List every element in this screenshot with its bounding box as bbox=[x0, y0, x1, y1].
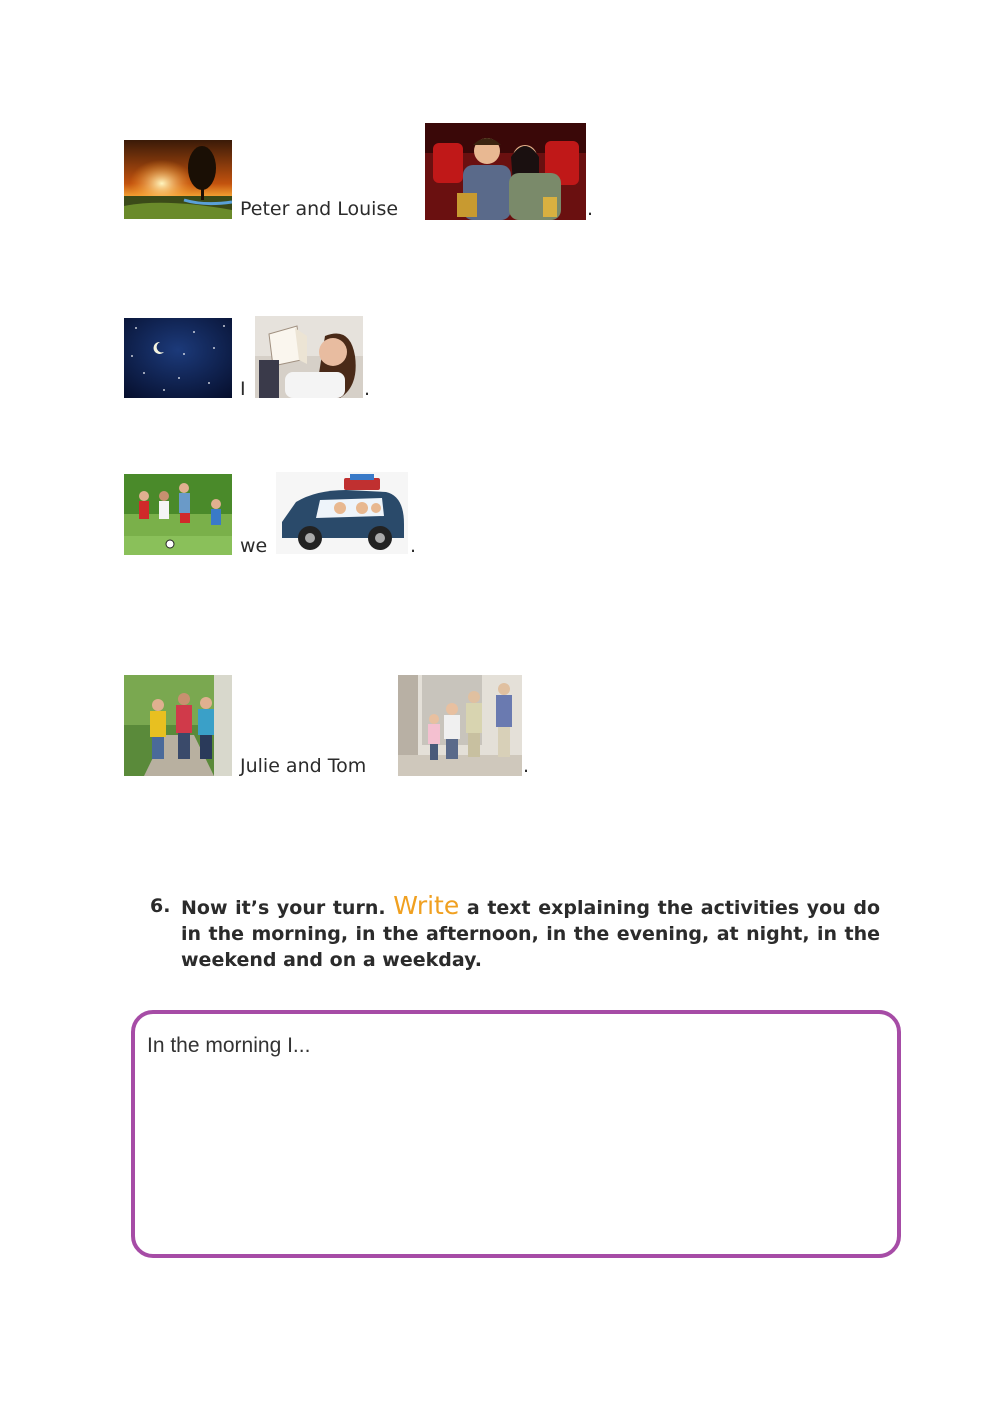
task-highlight-write: Write bbox=[393, 891, 460, 920]
row-subject: we bbox=[240, 535, 268, 557]
row-end-period: . bbox=[587, 198, 594, 220]
row-end-period: . bbox=[364, 378, 371, 400]
answer-starter-text: In the morning I... bbox=[147, 1034, 311, 1057]
family-car-trip-image bbox=[276, 472, 408, 554]
task-number: 6. bbox=[150, 895, 171, 917]
night-sky-image bbox=[124, 318, 232, 398]
cinema-popcorn-image bbox=[425, 123, 586, 220]
row-subject: Julie and Tom bbox=[240, 755, 367, 777]
visit-grandparents-image bbox=[398, 675, 522, 776]
row-end-period: . bbox=[523, 755, 530, 777]
answer-box[interactable] bbox=[131, 1010, 901, 1258]
sunset-image bbox=[124, 140, 232, 219]
task-text bbox=[181, 893, 880, 973]
reading-book-image bbox=[255, 316, 363, 398]
row-subject: I bbox=[240, 378, 246, 400]
row-subject: Peter and Louise bbox=[240, 198, 399, 220]
row-end-period: . bbox=[410, 535, 417, 557]
task-rest: a text explaining the activities you do in the morning, in the afternoon, in the evening, at night, in the weekend and on a weekday. bbox=[181, 897, 881, 971]
kids-school-walk-image bbox=[124, 675, 232, 776]
task-instruction bbox=[150, 893, 880, 973]
task-lead: Now it’s your turn. bbox=[181, 897, 394, 919]
kids-football-image bbox=[124, 474, 232, 555]
